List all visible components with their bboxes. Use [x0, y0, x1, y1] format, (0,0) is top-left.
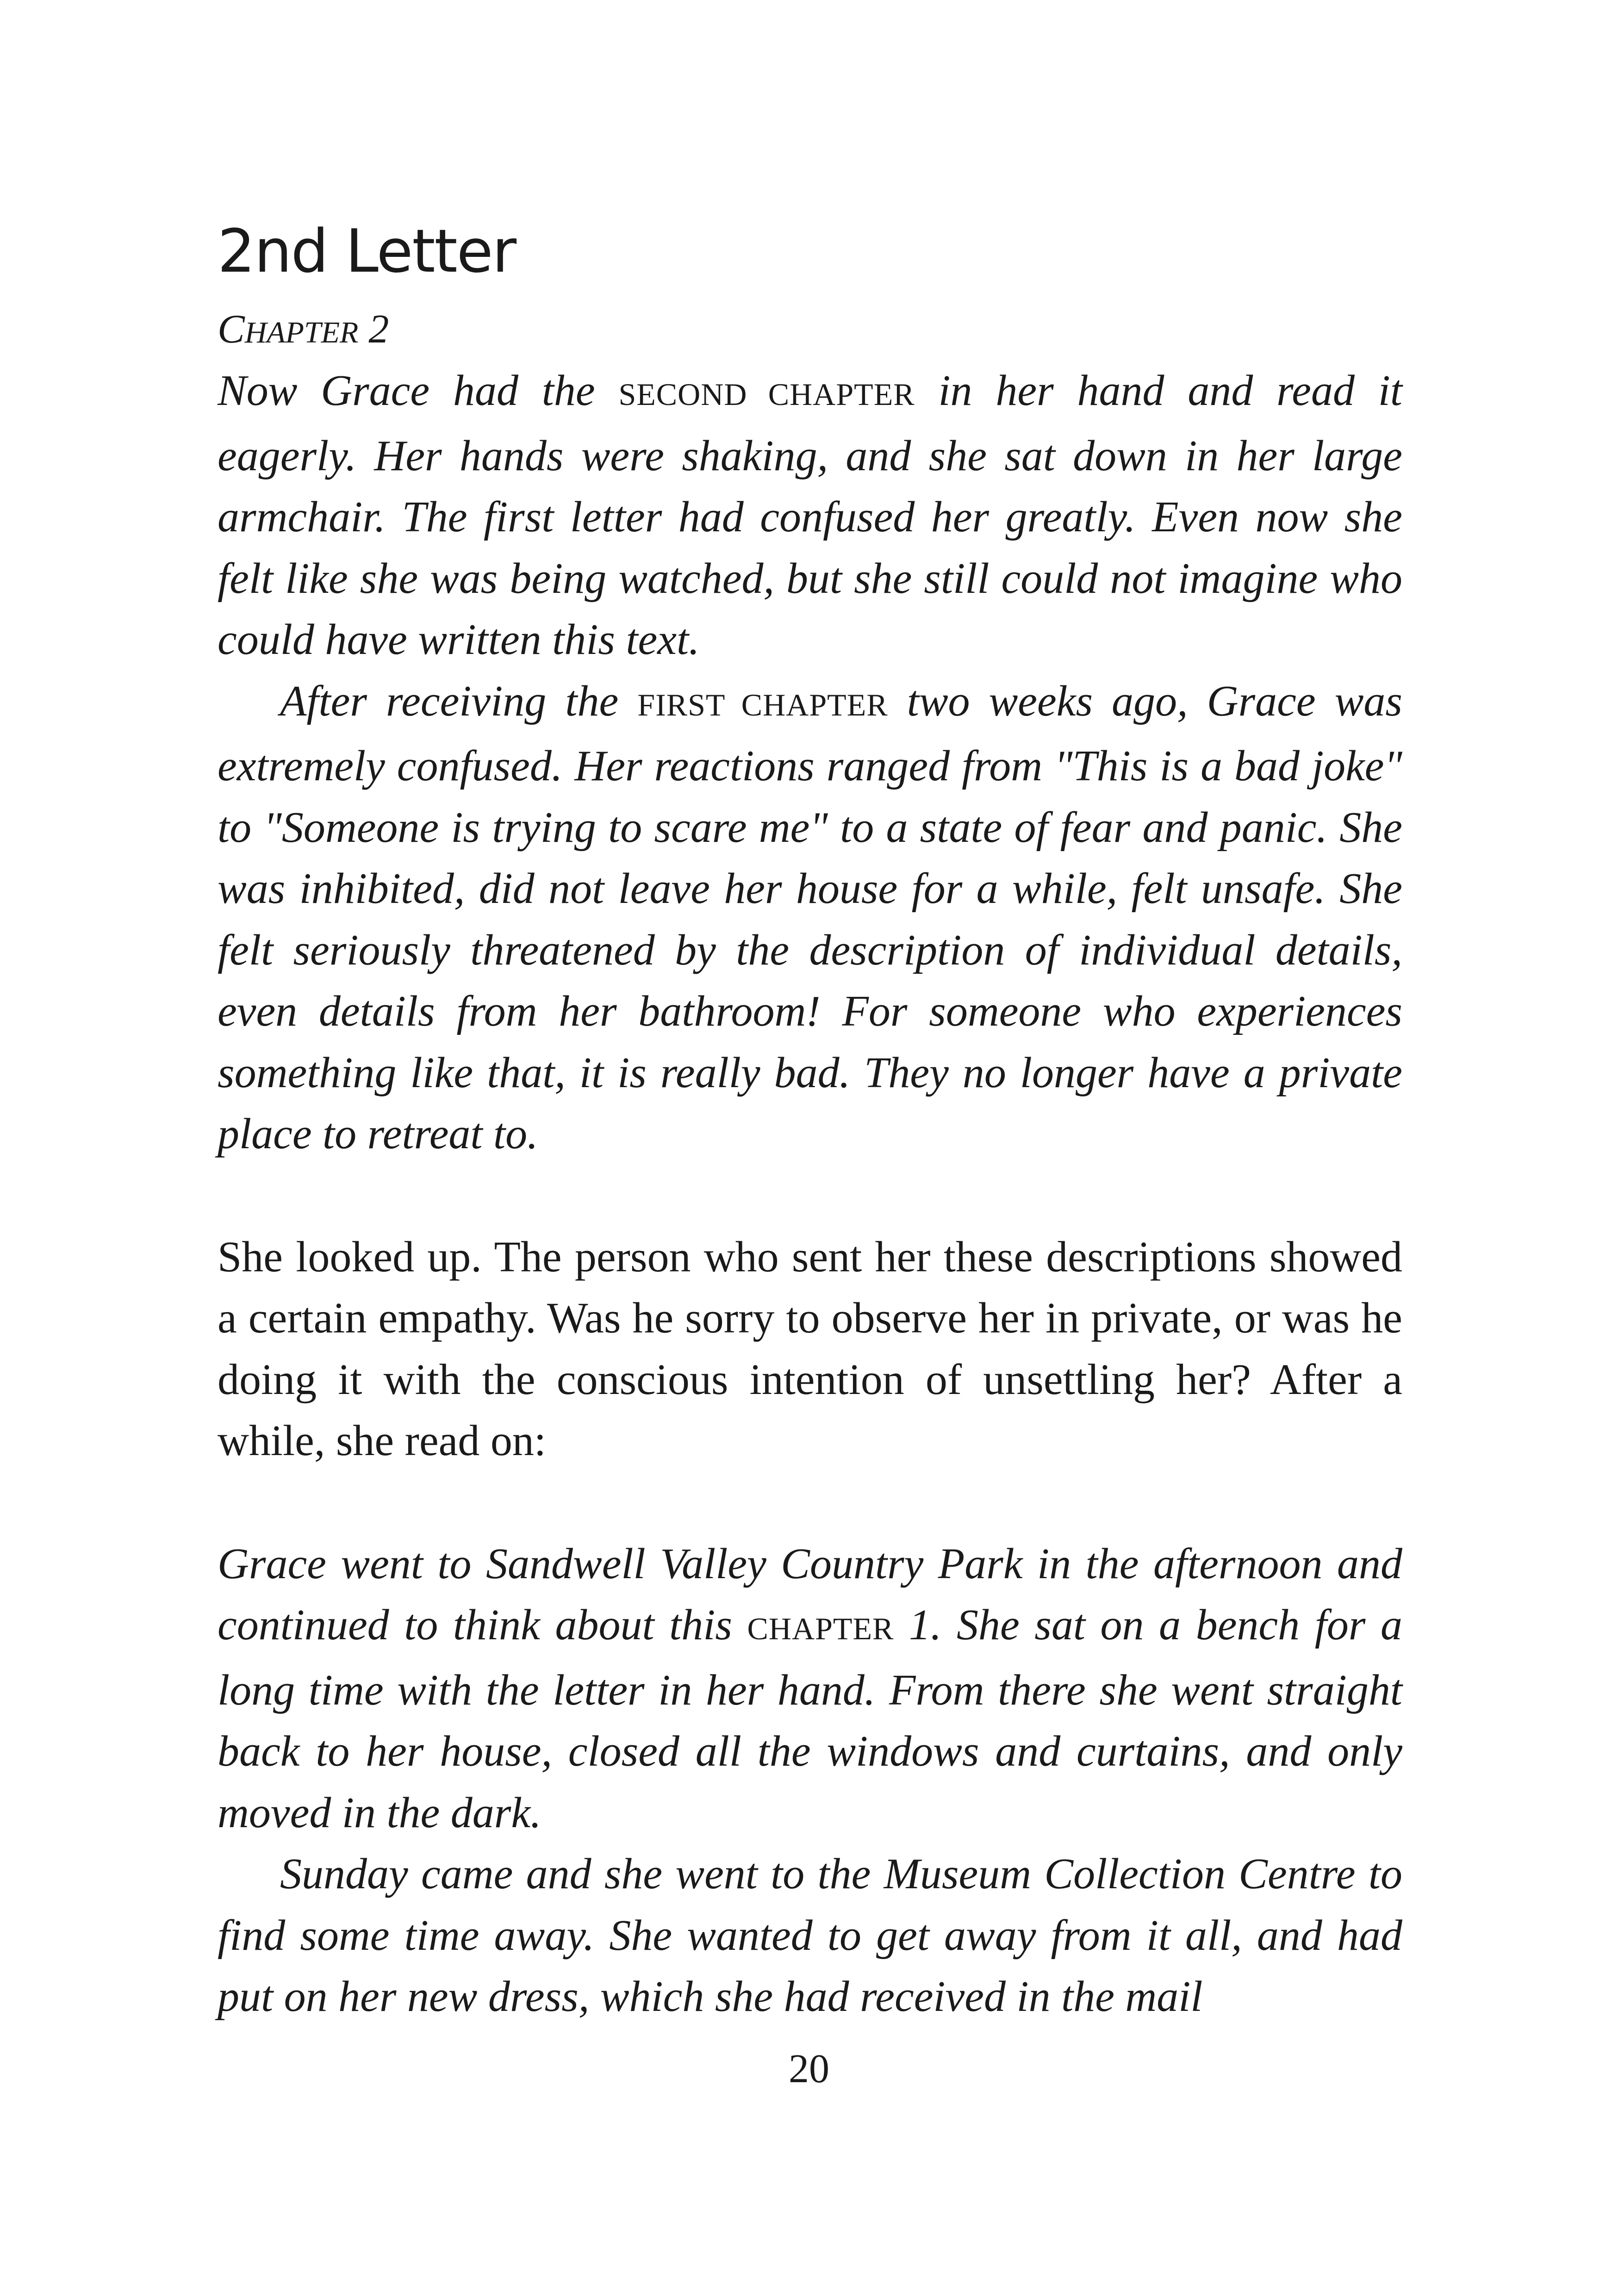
small-caps-text: SECOND CHAPTER [618, 377, 915, 412]
paragraph-gap [218, 1472, 1402, 1533]
page-number: 20 [789, 2047, 829, 2091]
paragraph-text: Now Grace had the [218, 367, 619, 415]
paragraph-text: After receiving the [280, 677, 638, 725]
body-text [218, 360, 1402, 2028]
letter-heading: 2nd Letter [218, 217, 516, 286]
paragraph [218, 671, 1402, 1165]
paragraph [218, 360, 1402, 671]
paragraph-text: Grace went to Sandwell Valley Country Park in the afternoon and continued to think about this [218, 1539, 1402, 1649]
paragraph [218, 1226, 1402, 1472]
paragraph [218, 1533, 1402, 1844]
book-page [218, 217, 1403, 2235]
chapter-label-number: 2 [368, 307, 389, 352]
paragraph-gap [218, 1165, 1402, 1226]
paragraph-text: Sunday came and she went to the Museum Collection Centre to find some time away. She wanted to get away from it all, and had put on her new dress, which she had received in the mail [218, 1850, 1402, 2021]
small-caps-text: FIRST CHAPTER [637, 687, 888, 722]
paragraph-text: 1. She sat on a bench for a long time with the letter in her hand. From there she went straight back to her house, closed all the windows and curtains, and only moved in the dark. [218, 1601, 1402, 1837]
small-caps-text: CHAPTER [747, 1611, 894, 1646]
paragraph-text: in her hand and read it eagerly. Her hands were shaking, and she sat down in her large armchair. The first letter had confused her greatly. Even now she felt like she was being watched, but she still could not imagine who could have written this text. [218, 367, 1403, 664]
paragraph-text: She looked up. The person who sent her these descriptions showed a certain empathy. Was he sorry to observe her in private, or was he doing it with the conscious intention of unsettling her? After a while, she read on: [218, 1232, 1402, 1465]
chapter-label [218, 299, 1402, 360]
paragraph [218, 1843, 1402, 2028]
chapter-label-rest: HAPTER [244, 316, 359, 349]
paragraph-text: two weeks ago, Grace was extremely confused. Her reactions ranged from "This is a bad joke" to "Someone is trying to scare me" to a state of fear and panic. She was inhibited, did not leave her house for a while, felt unsafe. She felt seriously threatened by the description of individual details, even details from her bathroom! For someone who experiences something like that, it is really bad. They no longer have a private place to retreat to. [218, 677, 1402, 1158]
chapter-label-initial: C [218, 307, 245, 352]
